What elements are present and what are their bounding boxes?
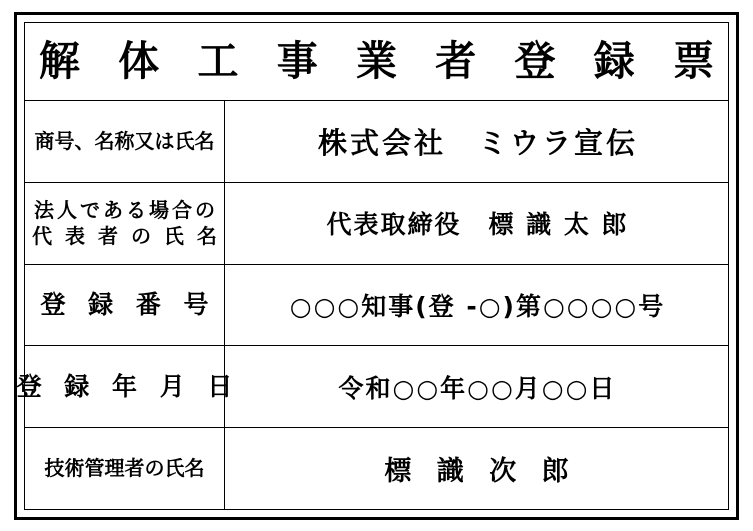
page-title: 解 体 工 事 業 者 登 録 票 — [38, 37, 727, 85]
row-value-text: 標 識 次 郎 — [384, 456, 577, 488]
sign-inner-frame — [16, 22, 729, 510]
registration-sign-board — [14, 12, 739, 520]
sign-title-row — [25, 23, 728, 101]
row-label-line: 技術管理者の氏名 — [44, 456, 205, 481]
table-row-registration-date — [16, 346, 728, 428]
row-value-representative — [225, 183, 728, 264]
row-value-registration-number — [225, 265, 728, 346]
row-value-registration-date — [225, 346, 728, 427]
table-row-registration-number — [25, 265, 728, 347]
row-value-company-name — [225, 101, 728, 182]
row-label-registration-date — [16, 346, 240, 427]
row-value-text: 令和○○年○○月○○日 — [338, 373, 617, 403]
table-row-company-name — [25, 101, 728, 183]
row-label-technical-manager — [25, 428, 225, 509]
row-value-text: ○○○知事(登 -○)第○○○○号 — [289, 291, 666, 321]
row-label-line: 登 録 年 月 日 — [16, 371, 240, 401]
row-label-company-name — [25, 101, 225, 182]
row-value-technical-manager — [225, 428, 728, 509]
row-label-representative — [25, 183, 225, 264]
row-label-registration-number — [25, 265, 225, 346]
row-label-line: 代 表 者 の 氏 名 — [32, 224, 220, 249]
row-label-line: 法人である場合の — [34, 198, 218, 223]
row-value-text: 株式会社 ミウラ宣伝 — [317, 125, 638, 160]
row-label-line: 登 録 番 号 — [40, 289, 216, 319]
row-label-line: 商号、名称又は氏名 — [34, 128, 215, 153]
table-row-representative — [25, 183, 728, 265]
table-row-technical-manager — [25, 428, 728, 509]
row-value-text: 代表取締役 標 識 太 郎 — [326, 210, 629, 240]
